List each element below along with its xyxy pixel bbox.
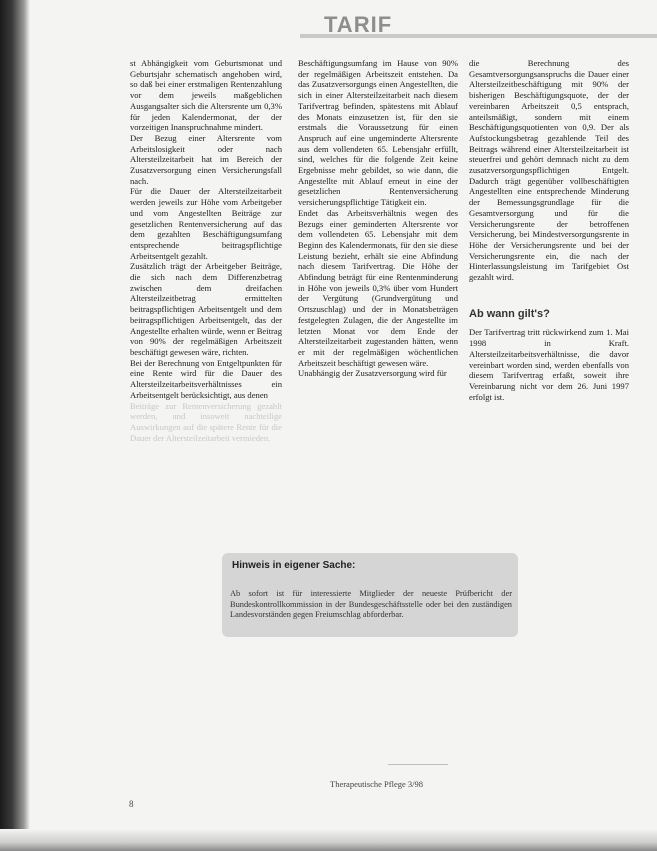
notice-title: Hinweis in eigener Sache: xyxy=(232,560,356,571)
paragraph: Beschäftigungsumfang im Hause von 90% der regelmäßigen Arbeitszeit entstehen. Da das Zusatzversorgungs einen Angestellten, die sich in einer Altersteilzeitarbeit nach diesem Tarifvertrag befinden, spätestens mit Ablauf des Monats einzusetzen ist, für den sie erstmals die Voraussetzung für einen Anspruch auf eine ungeminderte Altersrente aus dem vollendeten 65. Lebensjahr erfüllt, sind, welches für die folgende Zeit keine Ergebnisse mehr gebildet, so wie dann, die Angestellte mit Ablauf erneut in eine der gesetzlichen Rentenversicherung versicherungspflichtige Tätigkeit ein. xyxy=(298,58,458,208)
paragraph: die Berechnung des Gesamtversorgungsanspruchs die Dauer einer Altersteilzeitbeschäftigung mit 90% der bisherigen Beschäftigungsquote, der der vereinbaren Arbeitszeit 0,5 entsprach, anteilsmäßigt, sondern mit einem Beschäftigungsquotienten von 0,9. Der als Aufstockungsbetrag gezahlende Teil des Beitrags während einer Altersteilzeitarbeit ist steuerfrei und gehört demnach nicht zu dem zusatzversorgungspflichtigen Entgelt. Dadurch trägt gegenüber vollbeschäftigten Angestellten eine entsprechende Minderung der Bemessungsgrundlage für die Gesamtversorgung und für die Versicherungsrente der betroffenen Versicherung, bei Mindestversorgungsrente in Höhe der Versicherungsrente und bei der Versicherungsrente ein, die nach der Hinterlassungsleistung im Tarifgebiet Ost gezahlt wird. xyxy=(469,58,629,283)
section-heading: Ab wann gilt's? xyxy=(469,307,550,320)
section-title: TARIF xyxy=(324,12,393,37)
page-number: 8 xyxy=(129,799,134,809)
paragraph: st Abhängigkeit vom Geburtsmonat und Geburtsjahr schematisch angehoben wird, so daß bei einer erstmaligen Rentenzahlung vor dem jeweils maßgeblichen Ausgangsalter sich die Altersrente um 0,3% für jeden Kalendermonat, der der vorzeitigen Inanspruchnahme mindert. xyxy=(130,58,282,133)
footer-publication: Therapeutische Pflege 3/98 xyxy=(330,779,423,789)
paragraph: Zusätzlich trägt der Arbeitgeber Beiträge, die sich nach dem Differenzbetrag zwischen dem dreifachen Altersteilzeitbetrag ermittelten beitragspflichtigen Arbeitsentgelt und dem beitragspflichtigen Arbeitsentgelt, das der Angestellte erhalten würde, wenn er Beitrag von 90% der regelmäßigen Arbeitszeit beschäftigt gewesen wäre, richten. xyxy=(130,261,282,357)
column-2 xyxy=(298,58,458,379)
paragraph: Der Bezug einer Altersrente vom Arbeitslosigkeit oder nach Altersteilzeitarbeit hat im Bereich der Zusatzversorgung einen Versicherungsfall nach. xyxy=(130,132,282,186)
paragraph: Endet das Arbeitsverhältnis wegen des Bezugs einer geminderten Altersrente vor dem vollendeten 65. Lebensjahr mit dem Beginn des Kalendermonats, für den sie diese Leistung bezieht, erhält sie eine Abfindung nach diesem Tarifvertrag. Die Höhe der Abfindung beträgt für eine Rentenminderung in Höhe von jeweils 0,3% über vom Hundert der Vergütung (Grundvergütung und Ortszuschlag) und der in Monatsbeträgen festgelegten Zulagen, die der Angestellte im letzten Monat vor dem Ende der Altersteilzeitarbeit zugestanden hätten, wenn er mit der regelmäßigen wöchentlichen Arbeitszeit beschäftigt gewesen wäre. xyxy=(298,207,458,368)
faded-paragraph: Beiträge zur Rentenversicherung gezahlt werden, und insoweit nachteilige Auswirkungen auf die spätere Rente für die Dauer der Altersteilzeitarbeit vermieden. xyxy=(130,400,282,443)
paragraph: Der Tarifvertrag tritt rückwirkend zum 1. Mai 1998 in Kraft. Altersteilzeitarbeitsverhältnisse, die davor vereinbart worden sind, werden ebenfalls von diesem Tarifvertrag erfaßt, soweit ihre Vereinbarung nicht vor dem 26. Juni 1997 erfolgt ist. xyxy=(469,327,629,402)
divider xyxy=(388,764,448,765)
notice-box xyxy=(222,553,518,637)
paragraph: Unabhängig der Zusatzversorgung wird für xyxy=(298,368,447,379)
paragraph: Für die Dauer der Altersteilzeitarbeit werden jeweils zur Höhe vom Arbeitgeber und vom Angestellten Beiträge zur gesetzlichen Rentenversicherung auf das dem gezahlten Beschäftigungsumfang entsprechende beitragspflichtige Arbeitsentgelt gezahlt. xyxy=(130,186,282,261)
paragraph: Bei der Berechnung von Entgeltpunkten für eine Rente wird für die Dauer des Altersteilzeitarbeitsverhältnisses ein Arbeitsentgelt berücksichtigt, aus denen xyxy=(130,357,282,400)
column-3 xyxy=(469,58,629,402)
binding-shadow xyxy=(0,0,30,851)
notice-body: Ab sofort ist für interessierte Mitglieder der neueste Prüfbericht der Bundeskontrollkommission in der Bundesgeschäftsstelle oder bei den zuständigen Landesvorständen gegen Freiumschlag abforderbar. xyxy=(230,589,512,620)
bottom-shadow xyxy=(0,829,657,851)
column-1 xyxy=(130,58,282,443)
